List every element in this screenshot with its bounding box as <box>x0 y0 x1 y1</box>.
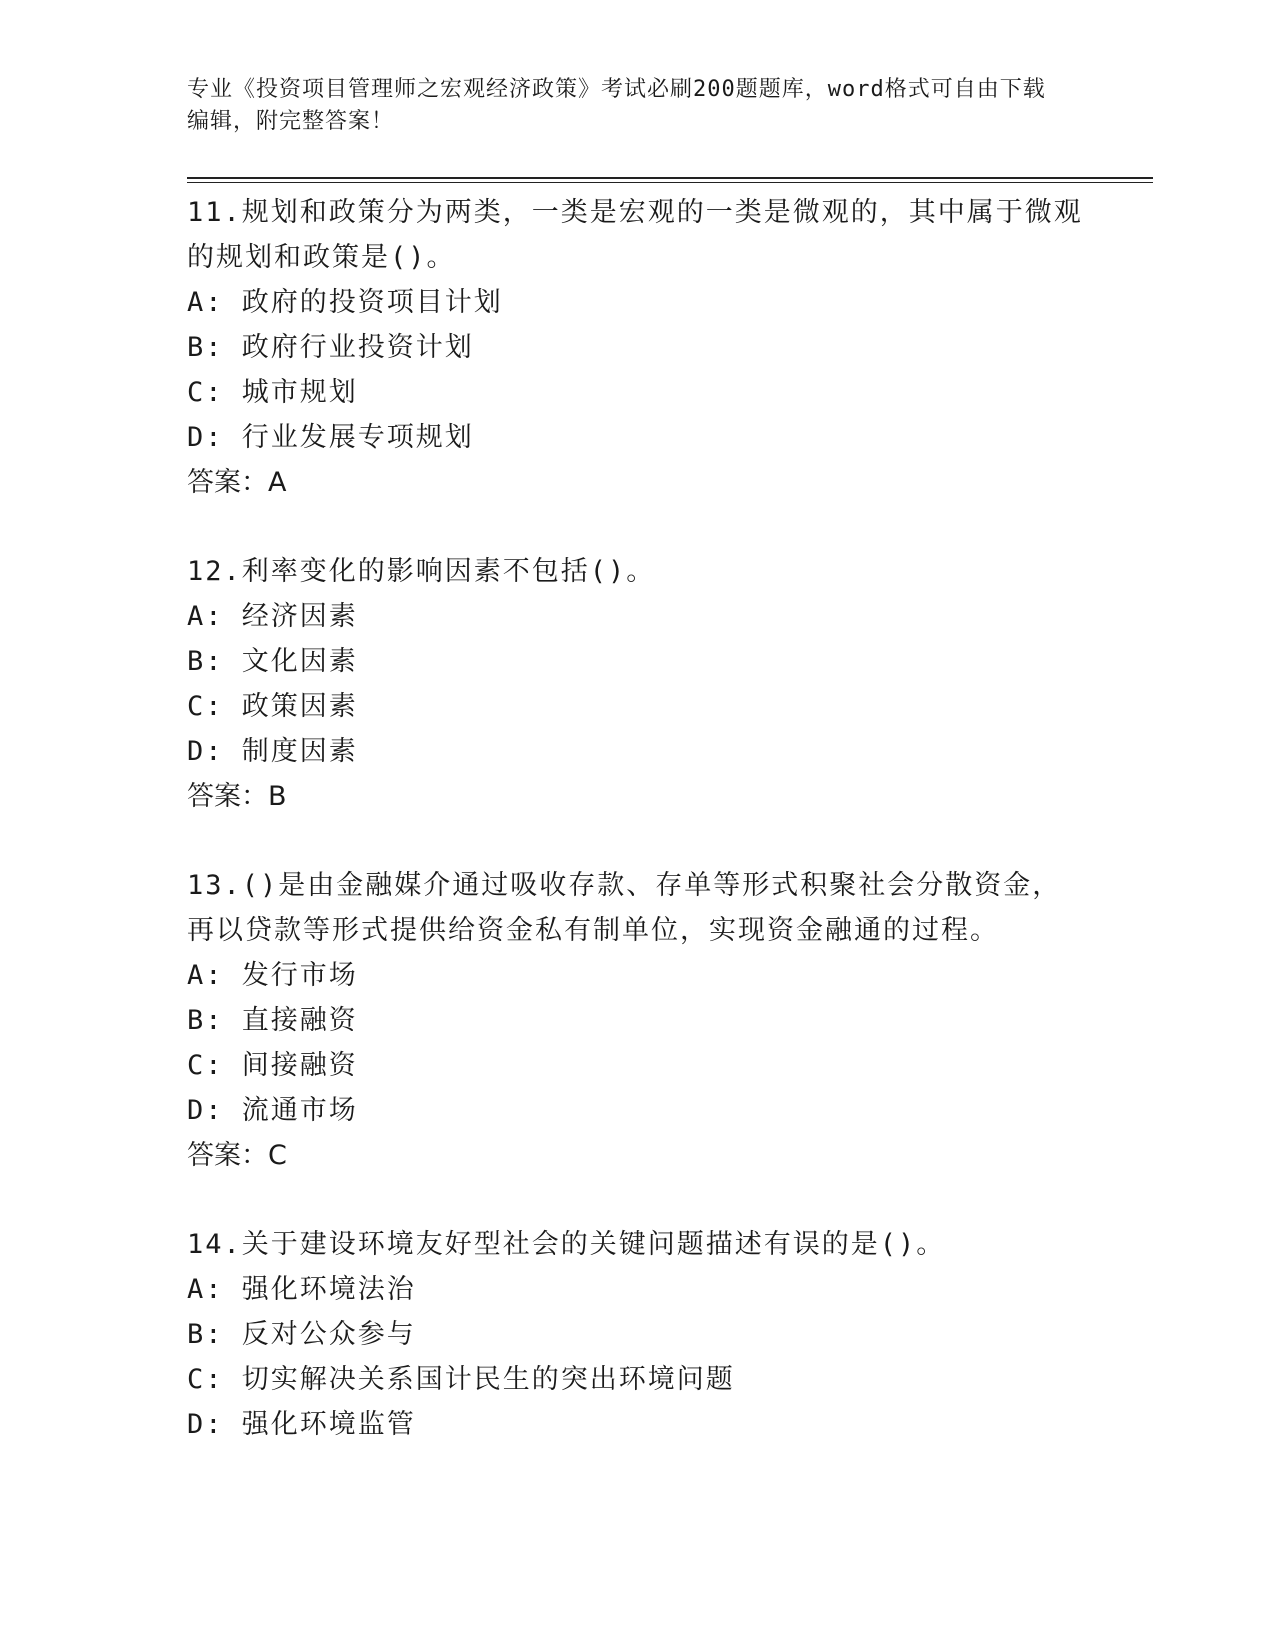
question-stem: 13.()是由金融媒介通过吸收存款、存单等形式积聚社会分散资金，再以贷款等形式提供给资金私有制单位，实现资金融通的过程。 <box>187 870 1062 946</box>
option-d: D: 强化环境监管 <box>187 1409 416 1440</box>
question-stem: 12.利率变化的影响因素不包括()。 <box>187 556 656 587</box>
option-c: C: 城市规划 <box>187 377 358 408</box>
option-b: B: 文化因素 <box>187 646 358 677</box>
question-stem: 11.规划和政策分为两类，一类是宏观的一类是微观的，其中属于微观的规划和政策是()。 <box>187 197 1083 273</box>
answer: 答案：A <box>187 467 287 498</box>
option-c: C: 间接融资 <box>187 1050 358 1081</box>
question-14 <box>187 1222 1087 1447</box>
question-list <box>187 190 1087 1491</box>
question-11 <box>187 190 1087 505</box>
header-divider <box>187 177 1153 183</box>
option-c: C: 切实解决关系国计民生的突出环境问题 <box>187 1364 735 1395</box>
option-a: A: 强化环境法治 <box>187 1274 416 1305</box>
option-a: A: 经济因素 <box>187 601 358 632</box>
option-a: A: 发行市场 <box>187 960 358 991</box>
option-a: A: 政府的投资项目计划 <box>187 287 503 318</box>
option-d: D: 制度因素 <box>187 736 358 767</box>
option-b: B: 反对公众参与 <box>187 1319 416 1350</box>
option-c: C: 政策因素 <box>187 691 358 722</box>
answer: 答案：C <box>187 1140 287 1171</box>
answer: 答案：B <box>187 781 287 812</box>
question-13 <box>187 863 1087 1178</box>
option-b: B: 政府行业投资计划 <box>187 332 474 363</box>
option-d: D: 行业发展专项规划 <box>187 422 474 453</box>
question-12 <box>187 549 1087 819</box>
option-d: D: 流通市场 <box>187 1095 358 1126</box>
question-stem: 14.关于建设环境友好型社会的关键问题描述有误的是()。 <box>187 1229 946 1260</box>
document-header: 专业《投资项目管理师之宏观经济政策》考试必刷200题题库，word格式可自由下载编辑，附完整答案！ <box>187 77 1046 134</box>
option-b: B: 直接融资 <box>187 1005 358 1036</box>
